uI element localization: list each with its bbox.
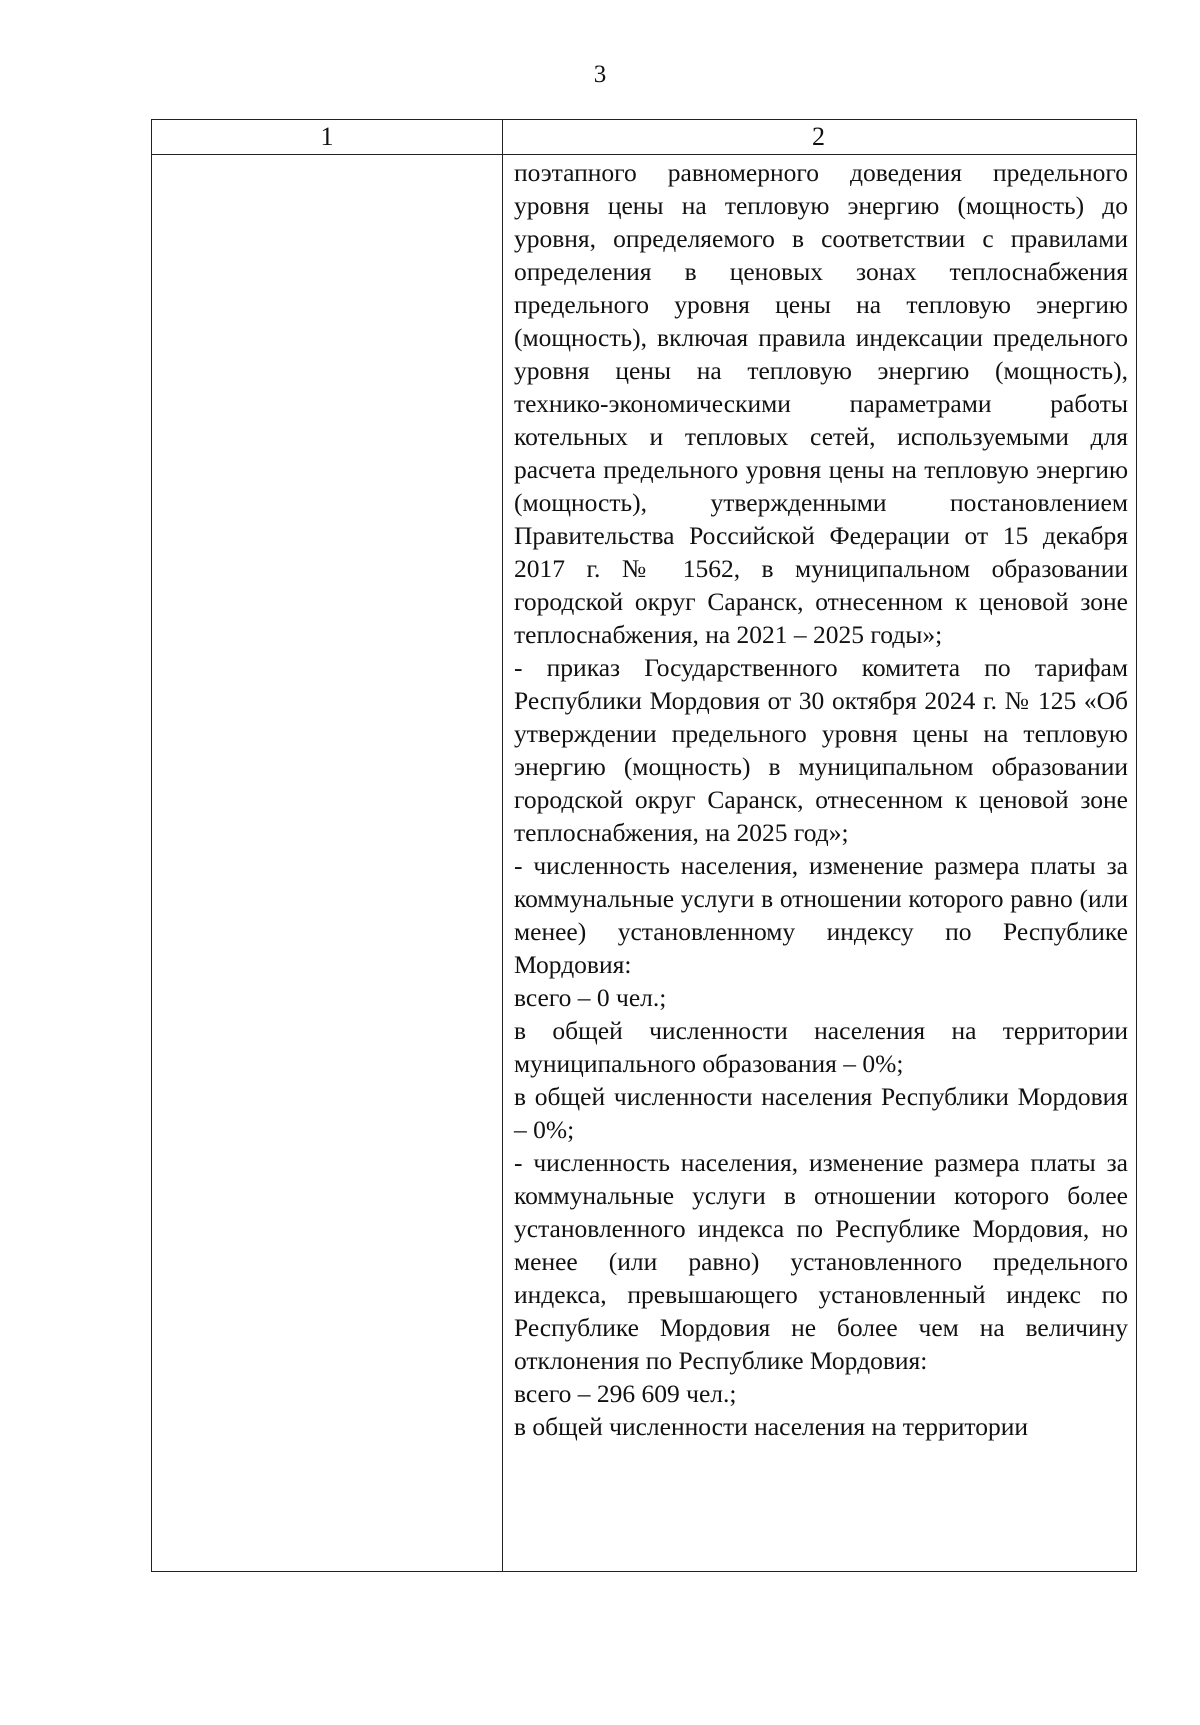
paragraph-total-296609: всего – 296 609 чел.; [514,1379,737,1408]
document-table [151,119,1137,1572]
paragraph-population-within-index: - численность населения, изменение размера платы за коммунальные услуги в отношении которого равно (или менее) установленному индексу по Республике Мордовия: [514,851,1128,979]
paragraph-share-municipal-zero: в общей численности населения на территории муниципального образования – 0%; [514,1016,1128,1078]
column-divider [502,120,503,1571]
column-header-2: 2 [812,122,825,151]
paragraph-total-zero: всего – 0 чел.; [514,983,667,1012]
page-number: 3 [593,61,607,88]
paragraph-share-municipal-cont: в общей численности населения на территории [514,1412,1029,1441]
header-rule [152,154,1136,155]
paragraph-price-level-rules: поэтапного равномерного доведения предельного уровня цены на тепловую энергию (мощность) до уровня, определяемого в соответствии с правилами определения в ценовых зонах теплоснабжения предельного уровня цены на тепловую энергию (мощность), включая правила индексации предельного уровня цены на тепловую энергию (мощность), технико-экономическими параметрами работы котельных и тепловых сетей, используемыми для расчета предельного уровня цены на тепловую энергию (мощность), утвержденными постановлением Правительства Российской Федерации от 15 декабря 2017 г. № 1562, в муниципальном образовании городской округ Саранск, отнесенном к ценовой зоне теплоснабжения, на 2021 – 2025 годы»; [514,158,1128,649]
paragraph-order-125: - приказ Государственного комитета по тарифам Республики Мордовия от 30 октября 2024 г. № 125 «Об утверждении предельного уровня цены на тепловую энергию (мощность) в муниципальном образовании городской округ Саранск, отнесенном к ценовой зоне теплоснабжения, на 2025 год»; [514,653,1128,847]
column-header-1: 1 [320,122,334,151]
column-2-cell [514,156,1128,1443]
paragraph-population-above-index: - численность населения, изменение размера платы за коммунальные услуги в отношении которого более установленного индекса по Республике Мордовия, но менее (или равно) установленного предельного индекса, превышающего установленный индекс по Республике Мордовия не более чем на величину отклонения по Республике Мордовия: [514,1148,1128,1375]
paragraph-share-republic-zero: в общей численности населения Республики Мордовия – 0%; [514,1082,1128,1144]
